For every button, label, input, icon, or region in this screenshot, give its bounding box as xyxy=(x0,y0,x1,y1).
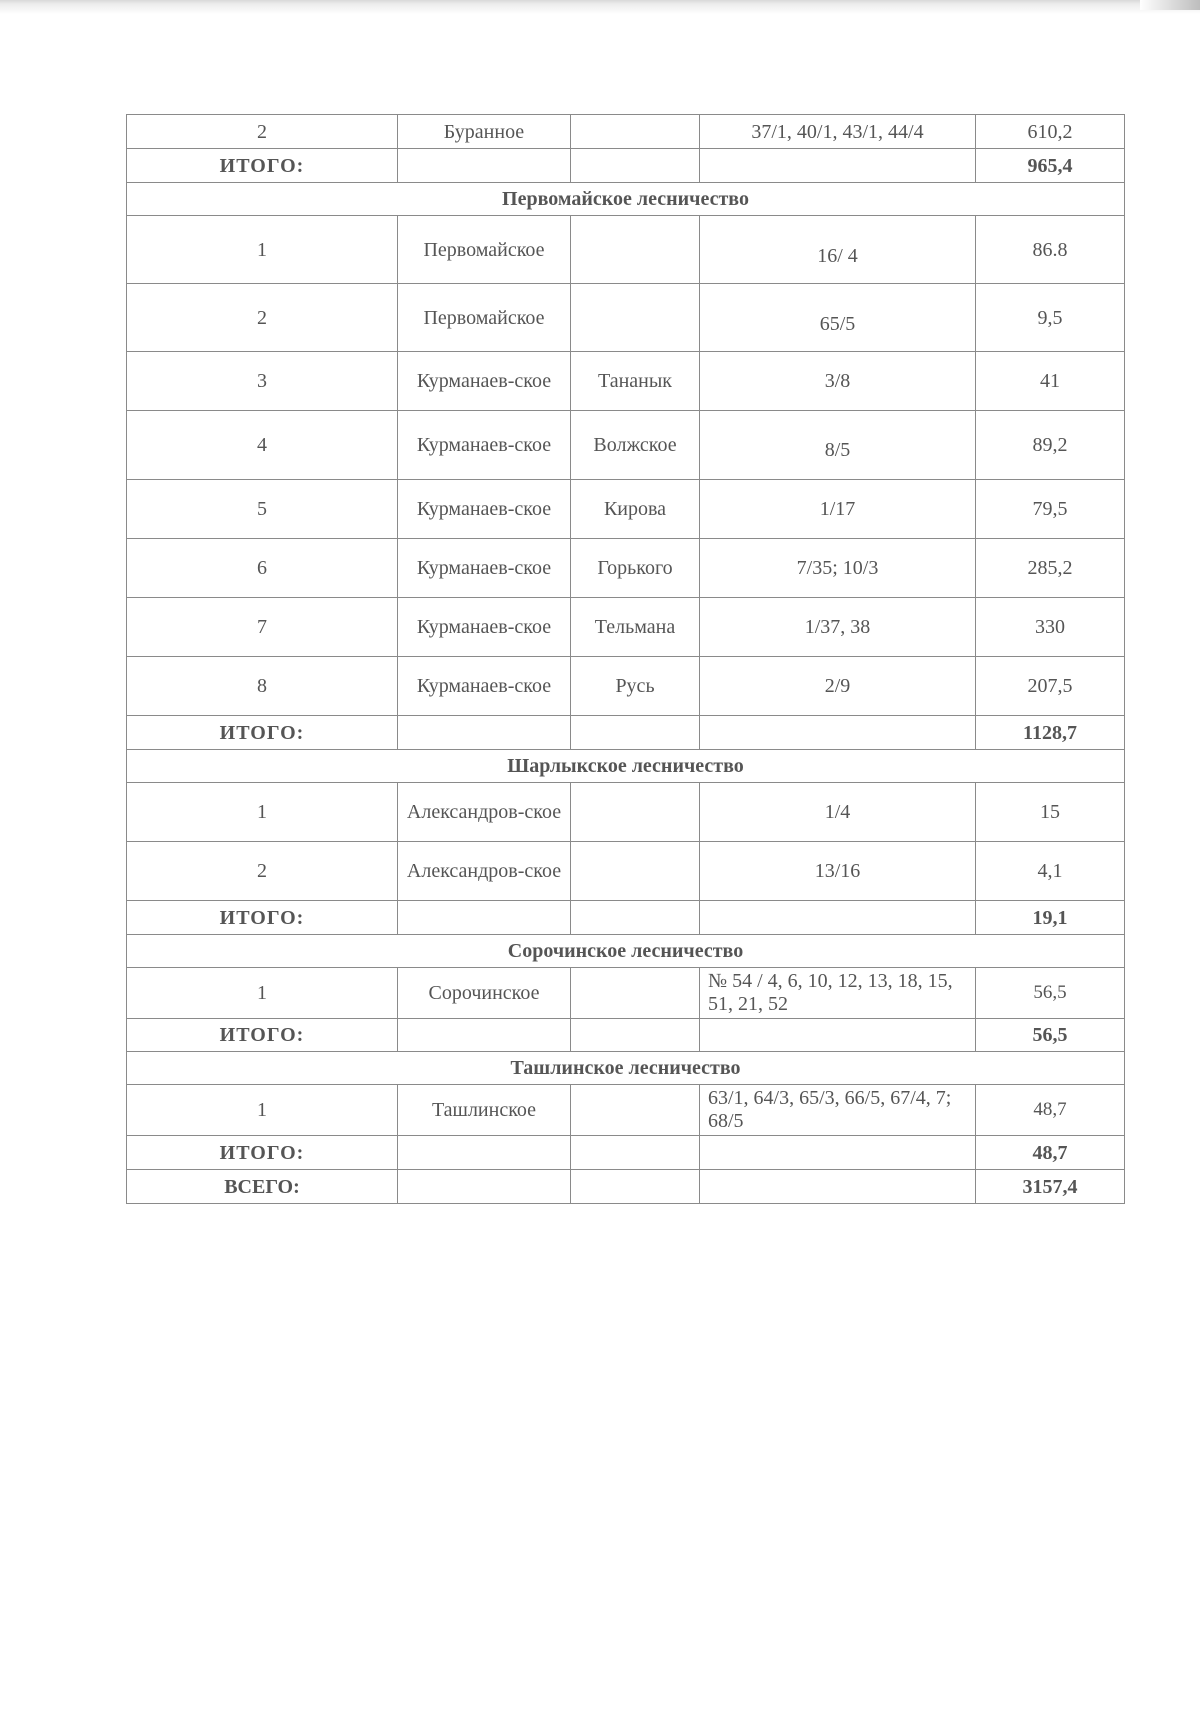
plot-numbers: 37/1, 40/1, 43/1, 44/4 xyxy=(700,115,976,149)
subtotal-row xyxy=(127,1019,1125,1052)
farm-name xyxy=(571,842,700,901)
table-row xyxy=(127,216,1125,284)
scan-top-edge xyxy=(0,0,1200,14)
table-row xyxy=(127,1085,1125,1136)
area-value: 86.8 xyxy=(976,216,1125,284)
farm-name: Русь xyxy=(571,657,700,716)
table-row xyxy=(127,539,1125,598)
section-header-row xyxy=(127,750,1125,783)
plot-numbers: 65/5 xyxy=(700,284,976,352)
subtotal-row xyxy=(127,716,1125,750)
area-value: 48,7 xyxy=(976,1085,1125,1136)
subtotal-row xyxy=(127,901,1125,935)
plot-numbers: 1/17 xyxy=(700,480,976,539)
area-value: 610,2 xyxy=(976,115,1125,149)
subtotal-label: ИТОГО: xyxy=(127,1019,398,1052)
forestry-title: Шарлыкское лесничество xyxy=(127,750,1125,783)
row-number: 2 xyxy=(127,115,398,149)
table-row xyxy=(127,115,1125,149)
subtotal-row xyxy=(127,149,1125,183)
farm-name: Горького xyxy=(571,539,700,598)
row-number: 7 xyxy=(127,598,398,657)
table-row xyxy=(127,783,1125,842)
farm-name: Тананык xyxy=(571,352,700,411)
district-name: Ташлинское xyxy=(398,1085,571,1136)
area-value: 41 xyxy=(976,352,1125,411)
row-number: 2 xyxy=(127,842,398,901)
table-row xyxy=(127,411,1125,480)
subtotal-label: ИТОГО: xyxy=(127,901,398,935)
row-number: 2 xyxy=(127,284,398,352)
table-row xyxy=(127,352,1125,411)
section-header-row xyxy=(127,183,1125,216)
district-name: Курманаев-ское xyxy=(398,539,571,598)
farm-name xyxy=(571,284,700,352)
district-name: Александров-ское xyxy=(398,783,571,842)
plot-numbers: 8/5 xyxy=(700,411,976,480)
farm-name xyxy=(571,216,700,284)
forestry-title: Ташлинское лесничество xyxy=(127,1052,1125,1085)
area-value: 56,5 xyxy=(976,968,1125,1019)
row-number: 1 xyxy=(127,783,398,842)
row-number: 4 xyxy=(127,411,398,480)
area-value: 79,5 xyxy=(976,480,1125,539)
farm-name xyxy=(571,1085,700,1136)
subtotal-value: 965,4 xyxy=(976,149,1125,183)
plot-numbers: 7/35; 10/3 xyxy=(700,539,976,598)
plot-numbers: 16/ 4 xyxy=(700,216,976,284)
subtotal-label: ИТОГО: xyxy=(127,716,398,750)
district-name: Курманаев-ское xyxy=(398,598,571,657)
farm-name xyxy=(571,968,700,1019)
area-value: 285,2 xyxy=(976,539,1125,598)
subtotal-value: 19,1 xyxy=(976,901,1125,935)
forestry-title: Сорочинское лесничество xyxy=(127,935,1125,968)
district-name: Курманаев-ское xyxy=(398,480,571,539)
district-name: Курманаев-ское xyxy=(398,411,571,480)
forestry-title: Первомайское лесничество xyxy=(127,183,1125,216)
row-number: 1 xyxy=(127,216,398,284)
area-value: 9,5 xyxy=(976,284,1125,352)
district-name: Первомайское xyxy=(398,284,571,352)
row-number: 6 xyxy=(127,539,398,598)
row-number: 8 xyxy=(127,657,398,716)
subtotal-value: 48,7 xyxy=(976,1136,1125,1170)
subtotal-row xyxy=(127,1136,1125,1170)
plot-numbers: 1/4 xyxy=(700,783,976,842)
farm-name: Кирова xyxy=(571,480,700,539)
area-value: 330 xyxy=(976,598,1125,657)
table-row xyxy=(127,842,1125,901)
grand-total-label: ВСЕГО: xyxy=(127,1170,398,1204)
scan-corner-shadow xyxy=(1140,0,1200,10)
plot-numbers: 1/37, 38 xyxy=(700,598,976,657)
district-name: Курманаев-ское xyxy=(398,352,571,411)
farm-name xyxy=(571,115,700,149)
grand-total-value: 3157,4 xyxy=(976,1170,1125,1204)
district-name: Буранное xyxy=(398,115,571,149)
plot-numbers: 3/8 xyxy=(700,352,976,411)
row-number: 1 xyxy=(127,968,398,1019)
section-header-row xyxy=(127,1052,1125,1085)
table-row xyxy=(127,480,1125,539)
forest-plots-table xyxy=(126,114,1125,1204)
district-name: Первомайское xyxy=(398,216,571,284)
subtotal-value: 1128,7 xyxy=(976,716,1125,750)
district-name: Курманаев-ское xyxy=(398,657,571,716)
area-value: 4,1 xyxy=(976,842,1125,901)
farm-name: Волжское xyxy=(571,411,700,480)
row-number: 1 xyxy=(127,1085,398,1136)
table-row xyxy=(127,968,1125,1019)
area-value: 207,5 xyxy=(976,657,1125,716)
plot-numbers: 13/16 xyxy=(700,842,976,901)
subtotal-value: 56,5 xyxy=(976,1019,1125,1052)
table-row xyxy=(127,284,1125,352)
row-number: 3 xyxy=(127,352,398,411)
grand-total-row xyxy=(127,1170,1125,1204)
table-row xyxy=(127,657,1125,716)
area-value: 89,2 xyxy=(976,411,1125,480)
plot-numbers: 63/1, 64/3, 65/3, 66/5, 67/4, 7; 68/5 xyxy=(700,1085,976,1136)
table-row xyxy=(127,598,1125,657)
area-value: 15 xyxy=(976,783,1125,842)
subtotal-label: ИТОГО: xyxy=(127,149,398,183)
subtotal-label: ИТОГО: xyxy=(127,1136,398,1170)
row-number: 5 xyxy=(127,480,398,539)
section-header-row xyxy=(127,935,1125,968)
plot-numbers: 2/9 xyxy=(700,657,976,716)
plot-numbers: № 54 / 4, 6, 10, 12, 13, 18, 15, 51, 21, 52 xyxy=(700,968,976,1019)
district-name: Сорочинское xyxy=(398,968,571,1019)
farm-name xyxy=(571,783,700,842)
farm-name: Тельмана xyxy=(571,598,700,657)
district-name: Александров-ское xyxy=(398,842,571,901)
